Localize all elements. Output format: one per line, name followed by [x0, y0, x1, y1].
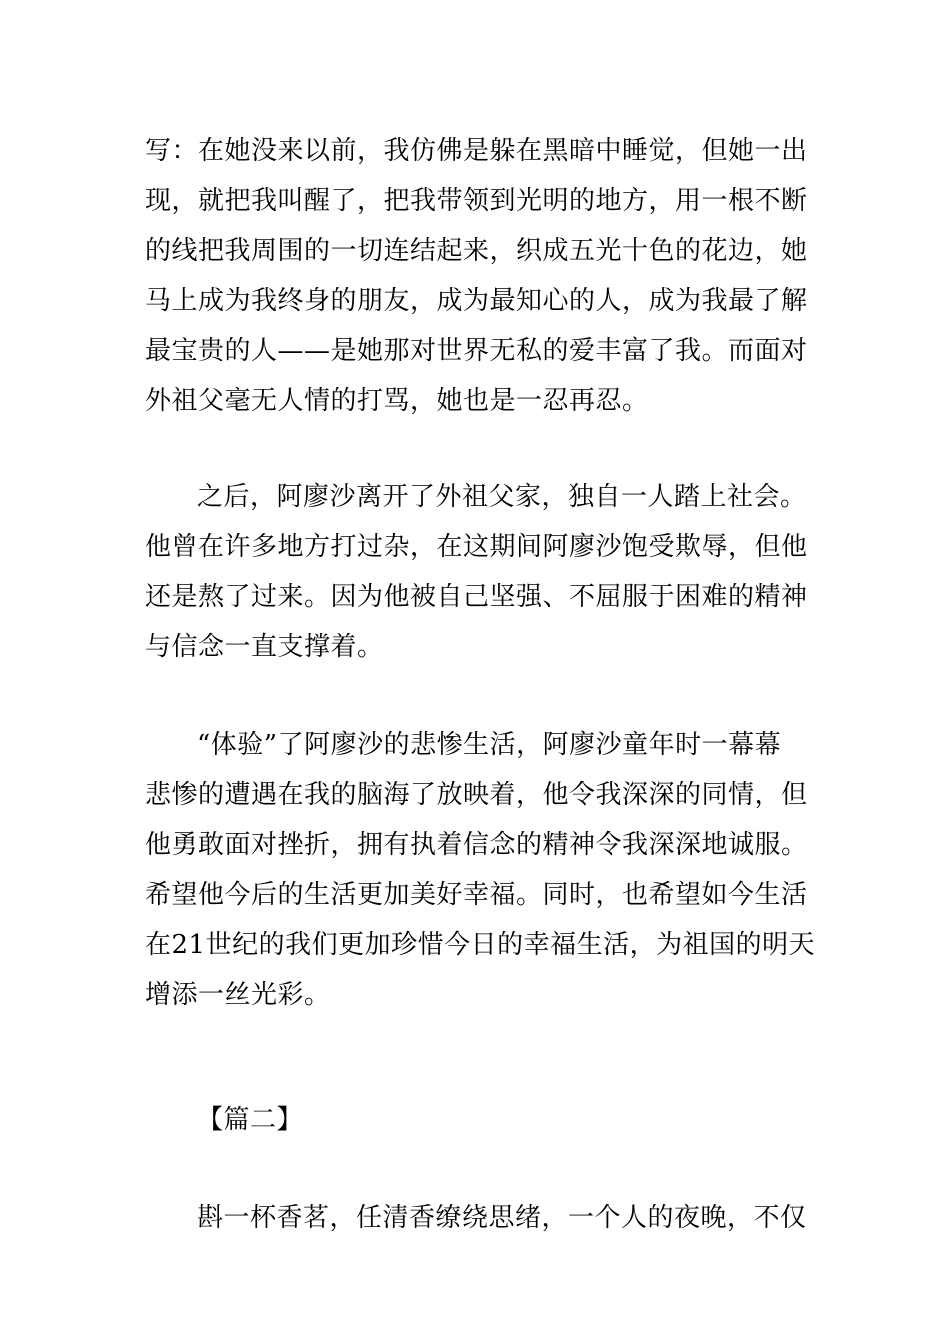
- paragraph-line: 希望他今后的生活更加美好幸福。同时，也希望如今生活: [145, 880, 808, 910]
- paragraph-line: 的线把我周围的一切连结起来，织成五光十色的花边，她: [145, 236, 808, 266]
- paragraph-4: [145, 1193, 807, 1243]
- paragraph-line: “体验”了阿廖沙的悲惨生活，阿廖沙童年时一幕幕: [197, 730, 782, 760]
- paragraph-line: 与信念一直支撑着。: [145, 632, 384, 662]
- paragraph-line: 悲惨的遭遇在我的脑海了放映着，他令我深深的同情，但: [145, 780, 808, 810]
- paragraph-line: 写：在她没来以前，我仿佛是躲在黑暗中睡觉，但她一出: [145, 136, 808, 166]
- section-heading: [145, 1095, 807, 1145]
- paragraph-2: [145, 472, 807, 672]
- paragraph-line: 斟一杯香茗，任清香缭绕思绪，一个人的夜晚，不仅: [197, 1203, 807, 1233]
- paragraph-line: 马上成为我终身的朋友，成为最知心的人，成为我最了解: [145, 286, 808, 316]
- paragraph-line: 现，就把我叫醒了，把我带领到光明的地方，用一根不断: [145, 186, 808, 216]
- paragraph-3: [145, 720, 816, 1020]
- paragraph-line: 在21世纪的我们更加珍惜今日的幸福生活，为祖国的明天: [145, 930, 816, 960]
- paragraph-line: 最宝贵的人——是她那对世界无私的爱丰富了我。而面对: [145, 336, 808, 366]
- paragraph-line: 还是熬了过来。因为他被自己坚强、不屈服于困难的精神: [145, 582, 808, 612]
- paragraph-line: 之后，阿廖沙离开了外祖父家，独自一人踏上社会。: [197, 482, 807, 512]
- paragraph-1: [145, 126, 807, 426]
- paragraph-line: 增添一丝光彩。: [145, 980, 331, 1010]
- section-heading-text: 【篇二】: [197, 1105, 304, 1135]
- paragraph-line: 他曾在许多地方打过杂，在这期间阿廖沙饱受欺辱，但他: [145, 532, 808, 562]
- paragraph-line: 外祖父毫无人情的打骂，她也是一忍再忍。: [145, 386, 649, 416]
- paragraph-line: 他勇敢面对挫折，拥有执着信念的精神令我深深地诚服。: [145, 830, 808, 860]
